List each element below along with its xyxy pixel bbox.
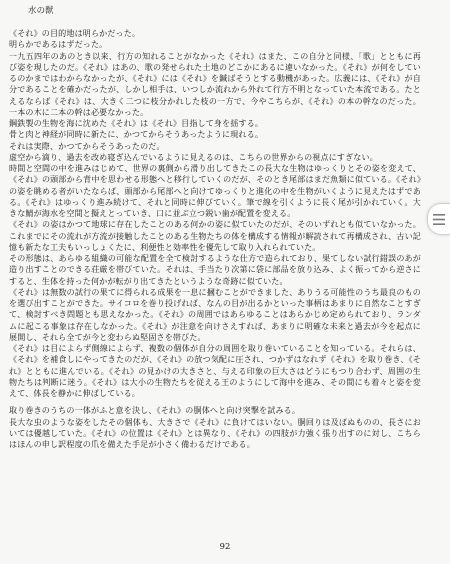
running-title: 水の獣 [28, 5, 54, 15]
paragraph: 《それ》の姿はかつて地球に存在したことのある何かの姿に似ていたのだが、そのいずれとも似ていなかった。これまでにその流れが方流が接触したことのある生物たちの体を構成する情報が解読されて再構成され、古い記憶も新たな工夫もいっしょくたに、利便性と効率性を優先して取り入れられていた。 [9, 220, 421, 252]
hamburger-menu-icon [433, 214, 445, 225]
paragraph: 《それ》は無数の試行の果てに得られる成果を一息に摑むことができました、ありうる可能性のうち最良のものを選び出すことができた。サイコロを巻り投げれば、なんの目が出るかといった事柄はあまりに自然なことすぎて、検討すべき問題とも思えなかった。《それ》の周囲ではあらゆることはあらかじめ定められており、ランダムに起こる事象は存在しなかった。《それ》が注意を向けさえすれば、あまりに明確な未来と過去が今を起点に展開し、それら全てが今と変わらぬ堅固さを帯びた。 [9, 287, 421, 342]
page-number: 92 [219, 541, 231, 551]
paragraph: 《それ》は目によらず側線によらず、複数の個体が自分の周囲を取り巻いていることを知っている。それらは、《それ》を補食しにやってきたのだが、《それ》の放つ気配に圧され、つかずはなれず《それ》を取り巻き、《それ》とともに進んでいる。《それ》の見かけの大きさと、与える印象の巨大さはどうにもつり合わず、周囲の生物たちは判断に迷う。《それ》は大小の生物たちを従える王のようにして海中を進み、その間にも着々と姿を変えて、体長を静かに伸ばしている。 [9, 344, 421, 398]
paragraph: 虚空から滴り、過去を改め寝ぎ込んでいるように見えるのは、こちらの世界からの視点にすぎない。 [9, 152, 378, 162]
paragraph: 《それ》の目的地は明らかだった。 [9, 29, 141, 38]
paragraph: 一九五四年のあのとき以来、行方の知れることがなかった《それ》はまた、この自分と同様、「歌」とともに再び姿を現したのだ。《それ》はあの、歌の発せられた土地のどこかにあるに違いなかった。《それ》が何をしているのかまではわからなかったが、《それ》には《それ》を鍼ばそうとする動機があった。広義には、《それ》が自分であることを確かだったが、しかし相手は、いつしか流れから外れて行方不明となっていた本流である。たとえるならば《それ》は、大きく二つに枝分かれした枝の一方で、今やこちらが、《それ》の本の幹なのだった。一本の木に二本の幹は必要なかった。 [9, 51, 421, 117]
menu-button[interactable] [427, 203, 450, 235]
paragraph: 鋼鉄製の生物を海に沈めた《それ》は《それ》目指して身を揺する。 [9, 119, 264, 128]
paragraph: それは実際、かつてからそうあったのだ。 [9, 141, 165, 151]
paragraph: 明らかであるはずだった。 [9, 40, 108, 50]
paragraph: 時間と空間の中を進みはじめて、世界の裏側から滑り出してきたこの長大な生物はゆっくりとその姿を変えて、《それ》の頭部から背中を思わせる形態へと移行していくのだが、そのとき尾部はまだ魚類に似ている。《それ》の姿を眺める者がいたならば、頭部から尾部へと向けてゆっくりと進化の中を生物がいくように見えたはずである。《それ》はゆっくり進み続けて、それと同時に伸びていく。筆で線を引くように長く尾が引かれていく。大きな鯖が海水を空間と擬えとっていき、口に並ぶ立つ鋭い歯が配置を変える。 [9, 164, 421, 218]
body-text [9, 28, 421, 450]
paragraph: その形態は、あらゆる組織の可能な配置を全て検討するような仕方で造られており、果てしない試行錯誤のあが造り出すことのできる荘厳を帯びていた。それは、手当たり次第に袋に部品を放り込み、よく振ってから逆さにすると、生体を持った何かが転がり出てきたというような奇跡に似ていた。 [9, 254, 421, 286]
paragraph: 長大な虫のような姿をしたその個体も、大きさで《それ》に負けてはいない。胴回りは及ばぬものの、長さにおいては優越していた。《それ》の位置は《それ》とは異なり、《それ》の四肢が力強く張り出すのに対し、こちらはほんの申し訳程度の爪を備えた手足が小さく備わるだけである。 [9, 417, 421, 449]
paragraph: 取り巻きのうちの一体がふと意を決し、《それ》の胴体へと向け突撃を試みる。 [9, 406, 301, 416]
paragraph: 骨と肉と神経が同時に新たに、かつてからそうあったように現れる。 [9, 130, 264, 140]
